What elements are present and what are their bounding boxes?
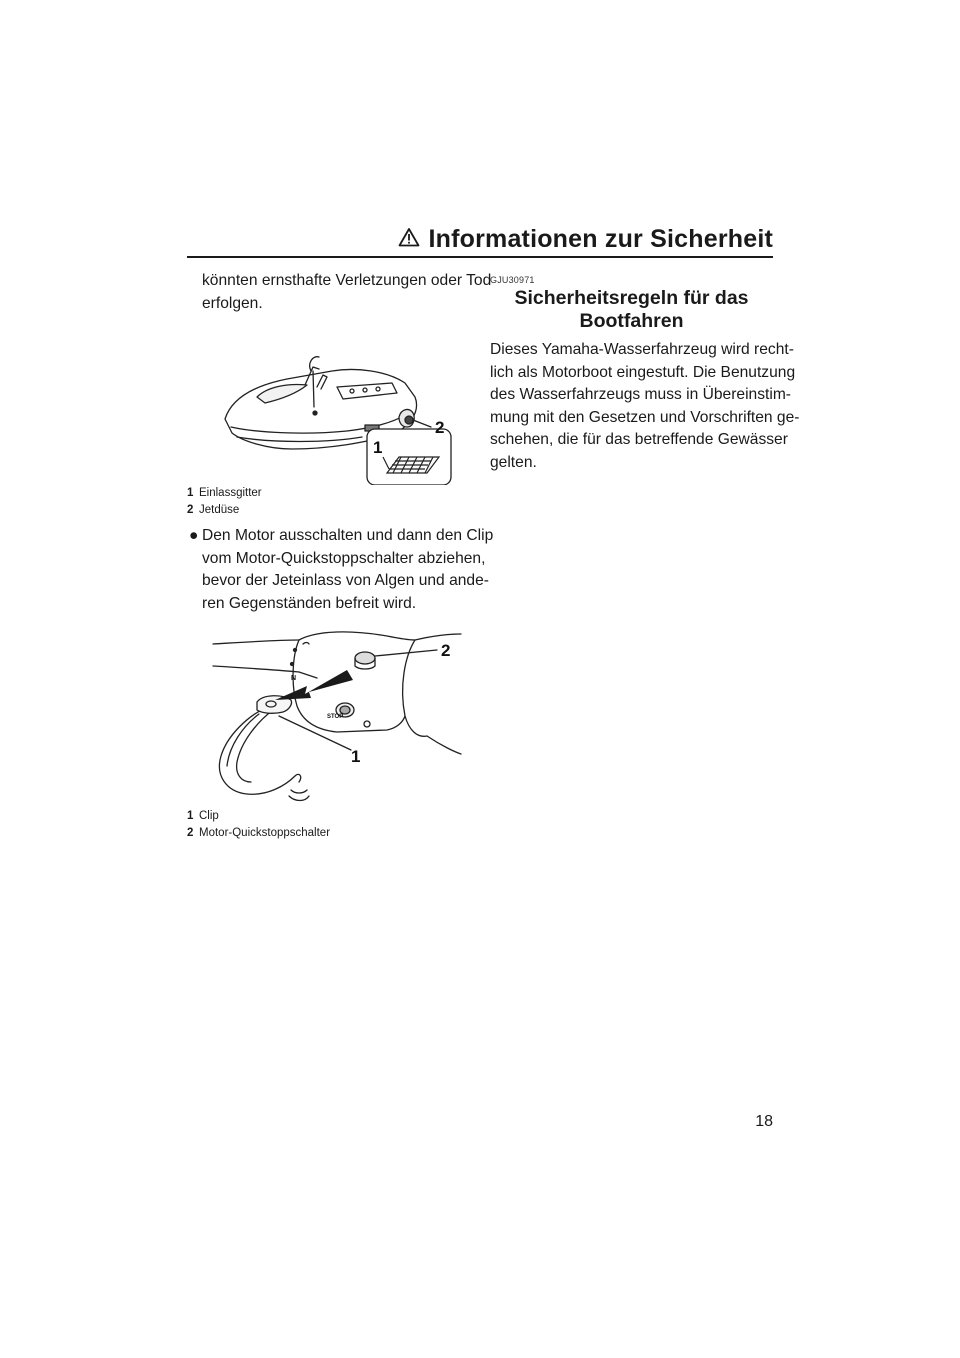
figure2-captions	[187, 808, 469, 842]
bullet-line: Den Motor ausschalten und dann den Clip	[202, 527, 494, 545]
left-column	[187, 270, 494, 842]
stop-label: STOP	[327, 713, 344, 720]
paragraph-line: mung mit den Gesetzen und Vorschriften ge-	[490, 408, 800, 426]
section-code: GJU30971	[490, 275, 535, 285]
n-label: N	[291, 674, 297, 682]
page-title: Informationen zur Sicherheit	[428, 224, 773, 253]
callout-2: 2	[441, 640, 451, 660]
paragraph-line: lich als Motorboot eingestuft. Die Benutzung	[490, 363, 796, 381]
header-rule	[187, 256, 773, 258]
callout-2: 2	[435, 418, 445, 438]
paragraph-line: schehen, die für das betreffende Gewässer	[490, 431, 788, 449]
warning-triangle-icon	[398, 227, 420, 252]
quickstop-illustration	[187, 626, 469, 808]
bullet-dot-icon: ●	[189, 527, 199, 545]
caption-label: Clip	[199, 809, 219, 822]
right-column	[490, 275, 800, 475]
section-title-line: Bootfahren	[579, 310, 684, 332]
callout-1: 1	[373, 438, 383, 458]
figure1-captions	[187, 485, 469, 519]
intro-line: könnten ernsthafte Verletzungen oder Tod	[202, 272, 492, 289]
caption-number: 2	[187, 826, 194, 839]
paragraph-line: Dieses Yamaha-Wasserfahrzeug wird recht-	[490, 341, 794, 358]
caption-number: 1	[187, 487, 194, 500]
caption-row	[187, 825, 469, 842]
bullet-line: bevor der Jeteinlass von Algen und ande-	[202, 572, 489, 590]
bullet-line: vom Motor-Quickstoppschalter abziehen,	[202, 549, 486, 567]
paragraph-line: des Wasserfahrzeugs muss in Übereinstim-	[490, 386, 792, 404]
section-title-line: Sicherheitsregeln für das	[514, 287, 749, 309]
caption-row	[187, 502, 469, 519]
figure-jet-ski-intake	[187, 327, 469, 485]
paragraph-line: gelten.	[490, 453, 537, 471]
page-header	[187, 224, 773, 254]
caption-row	[187, 485, 469, 502]
bullet-item	[187, 525, 494, 615]
bullet-line: ren Gegenständen befreit wird.	[202, 594, 417, 612]
caption-label: Jetdüse	[199, 504, 240, 517]
callout-1: 1	[351, 746, 361, 766]
intro-line: erfolgen.	[202, 294, 263, 312]
jet-ski-illustration	[187, 327, 469, 485]
caption-number: 1	[187, 809, 194, 822]
section-title	[490, 287, 773, 333]
page-number: 18	[755, 1113, 773, 1130]
caption-label: Motor-Quickstoppschalter	[199, 826, 331, 839]
caption-row	[187, 808, 469, 825]
figure-quickstop-switch	[187, 626, 469, 808]
caption-number: 2	[187, 504, 194, 517]
caption-label: Einlassgitter	[199, 487, 262, 500]
